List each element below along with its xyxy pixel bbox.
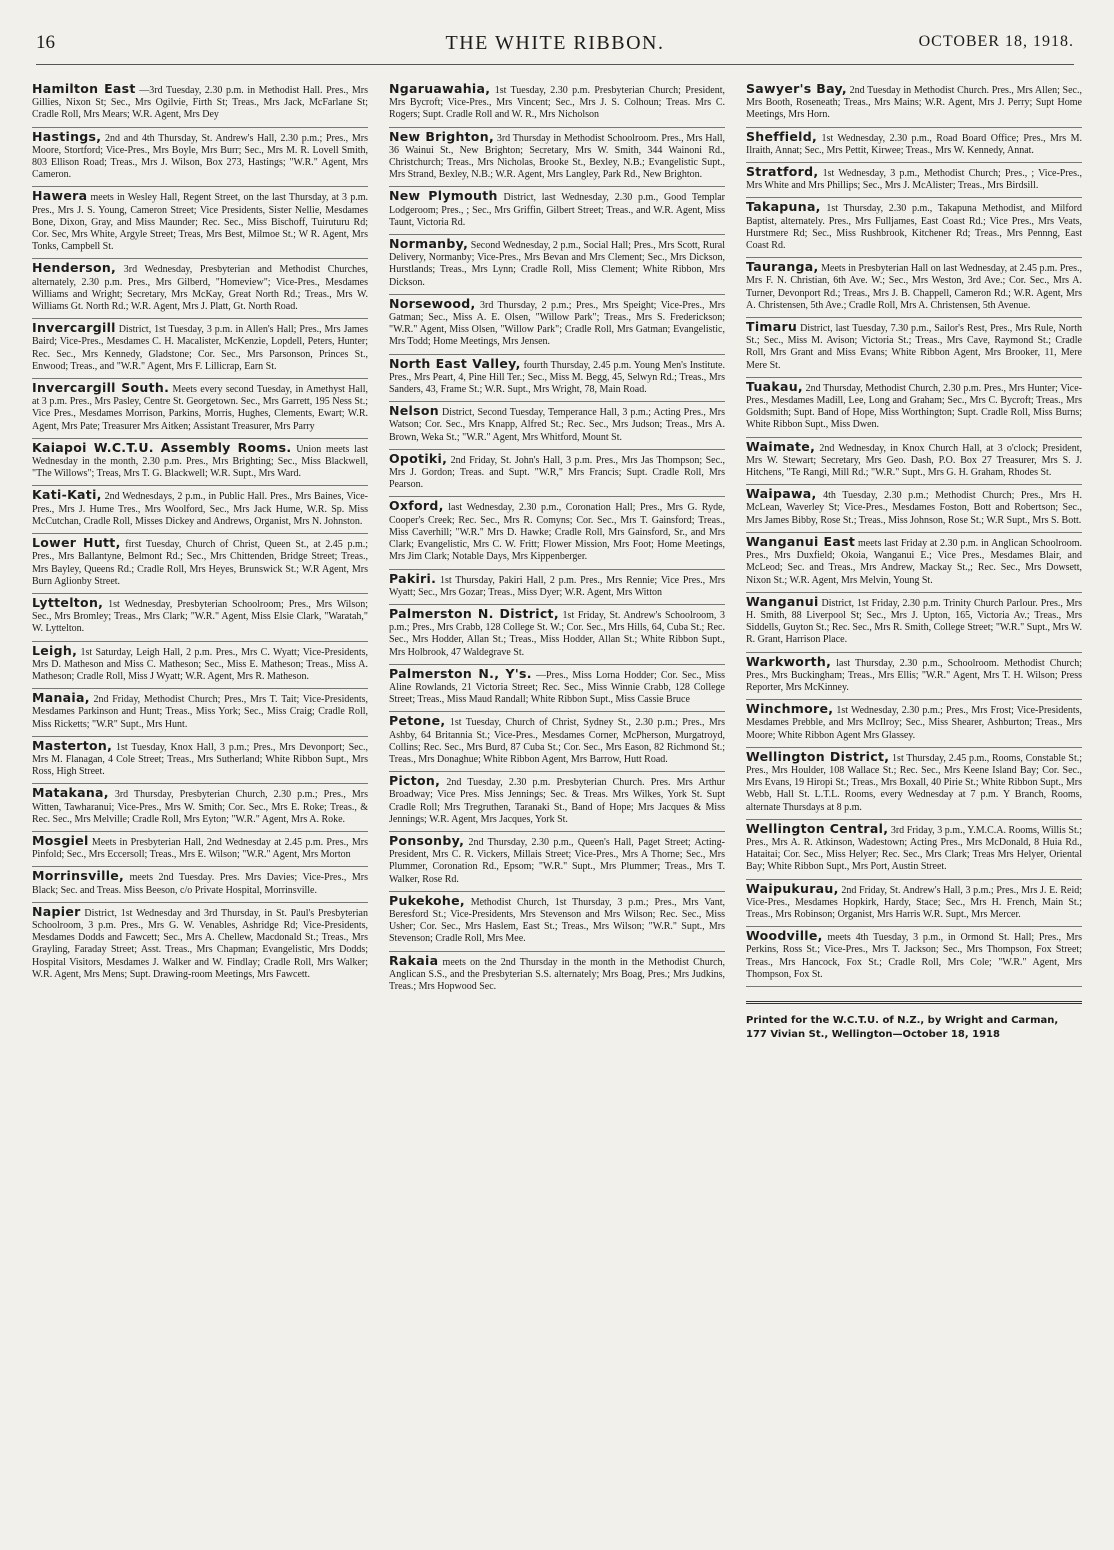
union-details: 1st Saturday, Leigh Hall, 2 p.m. Pres., Mrs C. Wyatt; Vice-Presidents, Mrs D. Matheson and Miss C. Matheson; Sec., Miss E. Matheson; Treas., Miss A. Matheson; Cradle Roll, Miss J Wyatt; W.R. Agent, Mrs R. Matheson. — [32, 646, 368, 682]
union-details: District, 1st Wednesday and 3rd Thursday, in St. Paul's Presbyterian Schoolroom, 3 p.m. Pres., Mrs G. W. Venables, Ashridge Rd; Vice-Presidents, Mesdames Dodds and Fawcett; Sec., Mrs A. Chellew, Macdonald St.; Treas., Mrs Grayling, Faraday Street; Asst. Treas., Mrs Chapman; Evangelistic, Mrs Dodds; Hospital Visitors, Mesdames J. Walker and W. Findlay; Cradle Roll, Mrs Walker; W.R. Agent, Mrs Mens; Supt. Drawing-room Meetings, Mrs Fawcett. — [32, 907, 368, 980]
union-name: Palmerston N., Y's. — [389, 665, 532, 681]
union-name: Nelson — [389, 403, 439, 419]
union-entry — [746, 700, 1082, 748]
union-entry — [32, 867, 368, 902]
union-details: 2nd Tuesday, 2.30 p.m. Presbyterian Church. Pres. Mrs Arthur Broadway; Vice Pres. Miss Jennings; Sec. & Treas. Mrs Wilkes, York St. Supt Cradle Roll; Mrs Tregruthen, Taranaki St., Band of Hope; Mrs Jacques & Miss Jennings; W.R. Agent, Mrs Jacques, York St. — [389, 777, 725, 825]
union-entry — [32, 80, 368, 128]
union-name: Picton, — [389, 773, 441, 789]
union-details: 2nd and 4th Thursday, St. Andrew's Hall, 2.30 p.m.; Pres., Mrs Moore, Stortford; Vice-Pres., Mrs Boyle, Mrs Burr; Sec., Mrs M. R. Lovell Smith, 803 Ellison Road; Treas., Mrs J. Wilson, Box 273, Hastings; "W.R." Agent, Mrs Cameron. — [32, 132, 368, 181]
union-details: Second Wednesday, 2 p.m., Social Hall; Pres., Mrs Scott, Rural Delivery, Normanby; Vice-Pres., Mrs Bevan and Mrs Clement; Sec., Mrs Dickson, Hurstlands; Treas., Mrs Lynn; Cradle Roll, Miss Clement; White Ribbon, Mrs Dickson. — [389, 240, 725, 288]
union-entry — [32, 903, 368, 986]
union-details: 2nd Wednesday, in Knox Church Hall, at 3 o'clock; President, Mrs W. Stewart; Secretary, Mrs Geo. Dash, P.O. Box 27 Treasurer, Mrs S. J. Hitchens, "Te Rangi, Mill Rd.; "W.R." Supt., Mrs G. H. Graham, Rhodes St. — [746, 442, 1082, 479]
union-entry — [746, 533, 1082, 593]
page-header — [36, 30, 1074, 65]
union-name: Invercargill South. — [32, 380, 170, 396]
union-name: Palmerston N. District, — [389, 605, 559, 621]
union-details: District, last Tuesday, 7.30 p.m., Sailor's Rest, Pres., Mrs Rule, North St.; Sec., Miss M. Avison; Victoria St.; Treas., Mrs Cave, Raymond St.; Cradle Roll, Mrs Grant and Miss Evans; White Ribbon Agent, Mrs Brooker, 11, Mere Mere St. — [746, 323, 1082, 371]
union-entry — [32, 832, 368, 867]
union-details: meets 4th Tuesday, 3 p.m., in Ormond St. Hall; Pres., Mrs Perkins, Ross St.; Vice-Pres., Mrs T. Jackson; Sec., Mrs Thompson, Fox Street; Treas., Mrs Hancock, Fox St.; Cradle Roll, Mrs Cole; "W.R." Agent, Mrs Thompson, Fox St. — [746, 932, 1082, 980]
newspaper-title: THE WHITE RIBBON. — [445, 32, 665, 54]
union-entry — [746, 258, 1082, 318]
union-name: Normanby, — [389, 236, 469, 252]
union-details: District, 1st Friday, 2.30 p.m. Trinity Church Parlour. Pres., Mrs H. Smith, 88 Liverpool St; Sec., Mrs J. Upton, 165, Victoria Av.; Treas., Mrs Siddells, Guyton St.; Rec. Sec., Mrs R. Smith, College Street; "W.R." Supt., Mrs W. R. Grant, Harrison Place. — [746, 597, 1082, 646]
union-entry — [389, 295, 725, 355]
union-entry — [746, 80, 1082, 128]
union-details: —Pres., Miss Lorna Hodder; Cor. Sec., Miss Aline Rowlands, 21 Victoria Street; Rec. Sec., Miss Winnie Crabb, 128 College Street; Treas., Miss Maud Randall; White Ribbon Supt., Miss Cassie Bruce — [389, 669, 725, 706]
union-name: Lyttelton, — [32, 594, 104, 610]
union-details: 2nd Friday, Methodist Church; Pres., Mrs T. Tait; Vice-Presidents, Mesdames Parkinson and Hunt; Treas., Miss York; Sec., Miss Craig; Cradle Roll, Miss Ricketts; "W.R" Supt., Mrs Hunt. — [32, 694, 368, 730]
union-entry — [32, 379, 368, 439]
union-entry — [746, 880, 1082, 928]
union-entry — [32, 737, 368, 785]
union-entry — [746, 378, 1082, 438]
union-name: Henderson, — [32, 260, 117, 276]
union-name: Oxford, — [389, 498, 444, 514]
union-details: 2nd Wednesdays, 2 p.m., in Public Hall. Pres., Mrs Baines, Vice-Pres., Mrs J. Hume Tres., Mrs Woolford, Sec., Mrs Jack Hume, W.R. Sp. Miss McCutchan, Cradle Roll, Misses Dickey and Andrews, Organist, Mrs N. Johnston. — [32, 491, 368, 527]
union-details: fourth Thursday, 2.45 p.m. Young Men's Institute. Pres., Mrs Peart, 4, Pine Hill Ter.; Sec., Miss M. Begg, 45, Selwyn Rd.; Treas., Mrs Sanders, 43, Frame St.; W.R. Supt., Mrs Wright, 78, Main Road. — [389, 359, 725, 396]
union-entry — [389, 952, 725, 999]
union-entry — [746, 198, 1082, 258]
union-name: Tuakau, — [746, 378, 803, 394]
union-entry — [389, 450, 725, 498]
union-details: 1st Tuesday, Church of Christ, Sydney St., 2.30 p.m.; Pres., Mrs Ashby, 64 Britannia St.; Vice-Pres., Mesdames Corner, McPherson, Murgatroyd, Collins; Rec. Sec., Mrs Burd, 87 Cuba St.; Cor. Sec., Mrs Eason, 82 Richmond St.; Treas., Mrs Donaghue; White Ribbon Agent, Mrs Barrow, Hutt Road. — [389, 717, 725, 765]
union-entry — [32, 259, 368, 319]
union-name: Ngaruawahia, — [389, 81, 491, 96]
union-details: 3rd Thursday, Presbyterian Church, 2.30 p.m.; Pres., Mrs Witten, Tawharanui; Vice-Pres., Mrs W. Smith; Cor. Sec., Mrs E. Roke; Treas., & Rec. Sec., Mrs Melville; Cradle Roll, Mrs Eyton; "W.R." Agent, Mrs A. Roke. — [32, 789, 368, 825]
union-entry — [746, 653, 1082, 701]
page-number: 16 — [36, 32, 55, 53]
union-details: last Thursday, 2.30 p.m., Schoolroom. Methodist Church; Pres., Mrs Buckingham; Treas., Mrs Ellis; "W.R." Agent, Mrs T. H. Wilson; Press Reporter, Mrs McKinney. — [746, 657, 1082, 693]
union-name: New Plymouth — [389, 188, 498, 204]
union-name: Pakiri. — [389, 570, 437, 586]
union-name: Winchmore, — [746, 701, 834, 717]
union-details: 1st Thursday, 2.30 p.m., Takapuna Methodist, and Milford Baptist, alternately. Pres., Mrs Fulljames, East Coast Rd.; Vice Pres., Mrs Veats, Hurstmere Rd; Sec., Miss Rushbrook, Kitchener Rd; Treas., Mrs Pennng, East Coast Rd. — [746, 203, 1082, 252]
union-name: Warkworth, — [746, 653, 832, 669]
directory-column-2 — [389, 80, 725, 1520]
union-entry — [32, 486, 368, 534]
union-entry — [389, 832, 725, 892]
issue-date: OCTOBER 18, 1918. — [918, 33, 1074, 50]
union-name: Waimate, — [746, 438, 816, 454]
union-details: meets last Friday at 2.30 p.m. in Anglican Schoolroom. Pres., Mrs Duxfield; Okoia, Wanganui E.; Vice Pres., Mesdames Blair, and McLeod; Sec. and Treas., Mrs Andrew, Mackay St.,; Rec. Sec., Mrs Dowsett, Nixon St.; W.R. Agent, Mrs Melvin, Young St. — [746, 537, 1082, 586]
union-details: Union meets last Wednesday in the month, 2.30 p.m. Pres., Mrs Brighting; Sec., Miss Blackwell, "The Willows"; Treas, Mrs T. G. Blackwell; W.R. Supt., Mrs Ward. — [32, 443, 368, 480]
union-name: Manaia, — [32, 690, 90, 706]
union-details: 3rd Friday, 3 p.m., Y.M.C.A. Rooms, Willis St.; Pres., Mrs A. R. Atkinson, Wadestown; Acting Pres., Mrs McDonald, 8 Huia Rd., Hataitai; Cor. Sec., Miss Helyer; Rec. Sec., Mrs Clark; Treas Mrs Helyer, Oriental Bay; White Ribbon Supt., Mrs Port, Austin Street. — [746, 824, 1082, 873]
union-details: meets 2nd Tuesday. Pres. Mrs Davies; Vice-Pres., Mrs Black; Sec. and Treas. Miss Beeson, c/o Private Hospital, Morrinsville. — [32, 872, 368, 896]
union-details: last Wednesday, 2.30 p.m., Coronation Hall; Pres., Mrs G. Ryde, Cooper's Creek; Rec. Sec., Mrs R. Comyns; Cor. Sec., Mrs T. Gainsford; Treas., Miss Caverhill; "W.R." Mrs D. Hawke; Cradle Roll, Mrs Gainsford, Sr., and Mrs Clark; Evangelistic, Mrs C. W. Fritt; Flower Mission, Mrs Foot; Home Meetings, Mrs Jim Clark; Notable Days, Mrs Kippenberger. — [389, 502, 725, 563]
union-entry — [746, 927, 1082, 987]
union-entry — [746, 748, 1082, 820]
directory-column-3 — [746, 80, 1082, 1520]
union-name: Matakana, — [32, 785, 109, 801]
union-name: New Brighton, — [389, 128, 495, 144]
union-entry — [746, 593, 1082, 653]
union-name: Woodville, — [746, 928, 823, 944]
union-entry — [32, 642, 368, 690]
union-entry — [746, 318, 1082, 378]
union-entry — [746, 820, 1082, 880]
union-entry — [389, 605, 725, 665]
union-name: Takapuna, — [746, 199, 821, 215]
union-entry — [389, 80, 725, 128]
union-name: Ponsonby, — [389, 832, 465, 848]
union-details: 2nd Friday, St. John's Hall, 3 p.m. Pres., Mrs Jas Thompson; Sec., Mrs J. Gordon; Treas. and Supt. "W.R," Mrs Francis; Supt. Cradle Roll, Mrs Pearson. — [389, 454, 725, 491]
union-name: Kati-Kati, — [32, 487, 102, 503]
union-details: 2nd Friday, St. Andrew's Hall, 3 p.m.; Pres., Mrs J. E. Reid; Vice-Pres., Mesdames Hopkirk, Hardy, Stace; Sec., Mrs H. French, Main St.; Treas., Mrs Robinson; Organist, Mrs Harris W.R. Supt., Mrs Mercer. — [746, 884, 1082, 920]
union-details: District, 1st Tuesday, 3 p.m. in Allen's Hall; Pres., Mrs James Baird; Vice-Pres., Mesdames C. H. Macalister, McKenzie, Lopdell, Peters, Hunter; Rec. Sec., Mrs Kennedy, Gladstone; Cor. Sec., Mrs Parsonson, Princes St., Enwood; Treas., and "W.R." Agent, Mrs F. Lillicrap, Earn St. — [32, 324, 368, 372]
union-name: Sheffield, — [746, 128, 817, 144]
union-details: Meets in Presbyterian Hall on last Wednesday, at 2.45 p.m. Pres., Mrs F. N. Christian, 6th Ave. W.; Sec., Mrs Weston, 3rd Ave.; Cor. Sec., Mrs A. Turner, Devonport Rd.; Treas., Mrs J. B. Chappell, Cameron Rd.; W.R. Agent, Mrs A. Christensen, 5th Ave.; Cradle Roll, Mrs A. Christensen, 5th Avenue. — [746, 263, 1082, 311]
union-name: Waipawa, — [746, 486, 817, 502]
union-details: 1st Wednesday, 2.30 p.m., Road Board Office; Pres., Mrs M. Ilraith, Annat; Sec., Mrs Pettit, Kirwee; Treas., Mrs W. Kennedy, Annat. — [746, 132, 1082, 156]
union-entry — [32, 187, 368, 259]
union-name: Leigh, — [32, 642, 78, 658]
union-details: 1st Tuesday, 2.30 p.m. Presbyterian Church; President, Mrs Bycroft; Vice-Pres., Mrs Vincent; Sec., Mrs J. S. Colhoun; Treas. Mrs C. Rogers; Supt. Cradle Roll and W. R., Mrs Nicholson — [389, 85, 725, 121]
union-details: Meets every second Tuesday, in Amethyst Hall, at 3 p.m. Pres., Mrs Pasley, Centre St. Georgetown. Sec., Mrs Garrett, 195 Ness St.; Vice Pres., Mesdames Morrison, Parkins, Morris, Hughes, Clements, Ewart; W.R. Agent, Mrs Pate; Treasurer Mrs Aitken; Assistant Treasurer, Mrs Parry — [32, 384, 368, 432]
printer-imprint: Printed for the W.C.T.U. of N.Z., by Wright and Carman, 177 Vivian St., Wellington—October 18, 1918 — [746, 1001, 1082, 1042]
union-entry — [389, 497, 725, 569]
union-details: 1st Wednesday, 2.30 p.m.; Pres., Mrs Frost; Vice-Presidents, Mesdames Prebble, and Mrs McIlroy; Sec., Miss Shearer, Ashburton; Treas., Mrs Moore; White Ribbon Agent Mrs Glassey. — [746, 705, 1082, 741]
union-details: 1st Wednesday, Presbyterian Schoolroom; Pres., Mrs Wilson; Sec., Mrs Bromley; Treas., Mrs Clark; "W.R." Agent, Miss Elsie Clark, "Waratah," W. Lyttelton. — [32, 598, 368, 635]
union-details: 2nd Tuesday in Methodist Church. Pres., Mrs Allen; Sec., Mrs Booth, Roseneath; Treas., Mrs Mains; W.R. Agent, Mrs J. Perry; Supt Home Meetings, Mrs Horn. — [746, 85, 1082, 121]
union-name: Invercargill — [32, 320, 116, 336]
union-details: 1st Friday, St. Andrew's Schoolroom, 3 p.m.; Pres., Mrs Crabb, 128 College St. W.; Cor. Sec., Mrs Hills, 64, Cuba St.; Rec. Sec., Mrs Hodder, Allan St.; Treas., Miss Hodder, Allan St.; White Ribbon Supt., Mrs Holbrook, 47 Waldegrave St. — [389, 609, 725, 658]
union-entry — [389, 235, 725, 295]
union-details: first Tuesday, Church of Christ, Queen St., at 2.45 p.m.; Pres., Mrs Ballantyne, Belmont Rd.; Sec., Mrs Chittenden, Bridge Street; Treas., Mrs Bayley, Queens Rd.; Cradle Roll, Mrs Heyes, Brunswick St.; W.R Agent, Mrs Burn Aglionby Street. — [32, 539, 368, 587]
union-name: Tauranga, — [746, 259, 819, 275]
union-name: Sawyer's Bay, — [746, 81, 847, 96]
union-details: 3rd Wednesday, Presbyterian and Methodist Churches, alternately, 2.30 p.m. Pres., Mrs Gilberd, "Homeview"; Vice-Pres., Mesdames Williams and Wright; Secretary, Mrs McKay, Great North Rd.; Treas., Mrs W. Williams Gt. North Rd.; W.R. Agent, Mrs J. Platt, Gt. North Road. — [32, 264, 368, 313]
union-details: —3rd Tuesday, 2.30 p.m. in Methodist Hall. Pres., Mrs Gillies, Nixon St; Sec., Mrs Ogilvie, Firth St; Treas., Mrs Jack, McFarlane St; Cradle Roll, Mrs Mears; W.R. Agent, Mrs Dey — [32, 85, 368, 121]
union-name: Napier — [32, 903, 81, 919]
union-entry — [389, 665, 725, 713]
union-entry — [746, 438, 1082, 486]
union-name: Petone, — [389, 713, 446, 729]
union-details: 2nd Thursday, Methodist Church, 2.30 p.m. Pres., Mrs Hunter; Vice-Pres., Mesdames Madill, Lee, Long and Graham; Sec., Mrs C. Bycroft; Treas., Mrs Goldsmith; Supt. Band of Hope, Miss Worthington; Supt. Cradle Roll, Miss Burns; White Ribbon Supt., Miss Dwen. — [746, 382, 1082, 431]
union-name: Mosgiel — [32, 832, 89, 848]
union-entry — [32, 534, 368, 594]
directory-columns — [32, 80, 1082, 1520]
union-details: 3rd Thursday in Methodist Schoolroom. Pres., Mrs Hall, 36 Wainui St., New Brighton; Secretary, Mrs W. Smith, 344 Wainoni Rd., Christchurch; Treas., Mrs Nicholas, Brooke St., Bexley, N.B.; Evangelistic Supt., Mrs Strand, Bexley, N.B.; W.R. Agent, Mrs Langley, Park Rd., New Brighton. — [389, 132, 725, 181]
union-entry — [389, 128, 725, 188]
union-entry — [389, 892, 725, 952]
union-name: Norsewood, — [389, 295, 476, 311]
union-details: 3rd Thursday, 2 p.m.; Pres., Mrs Speight; Vice-Pres., Mrs Gatman; Sec., Miss A. E. Olsen, "Willow Park"; Treas., Mrs S. Frederickson; "W.R." Agent, Miss Olsen, "Willow Park"; Cradle Roll, Mrs Gatman; Evangelistic, Mrs Todd; Home Meetings, Mrs Jensen. — [389, 299, 725, 348]
union-entry — [32, 439, 368, 487]
union-name: Wellington District, — [746, 748, 890, 764]
union-entry — [389, 772, 725, 832]
union-details: Methodist Church, 1st Thursday, 3 p.m.; Pres., Mrs Vant, Beresford St.; Vice-Presidents, Mrs Stevenson and Mrs Wilson; Rec. Sec., Miss Usher; Cor. Sec., Mrs Haslem, East St.; Treas., Mrs Wilson; "W.R." Supt., Mrs Stevenson; Cradle Roll, Mrs Mee. — [389, 896, 725, 945]
union-name: Masterton, — [32, 737, 113, 753]
union-entry — [32, 784, 368, 832]
union-details: meets on the 2nd Thursday in the month in the Methodist Church, Anglican S.S., and the Presbyterian S.S. alternately; Mrs Boag, Pres.; Mrs Judkins, Treas.; Mrs Hopwood Sec. — [389, 956, 725, 992]
union-name: North East Valley, — [389, 355, 521, 371]
union-details: 1st Thursday, Pakiri Hall, 2 p.m. Pres., Mrs Rennie; Vice Pres., Mrs Wyatt; Sec., Mrs Gozar; Treas., Miss Dyer; W.R. Agent, Mrs Witton — [389, 574, 725, 598]
union-name: Waipukurau, — [746, 880, 839, 896]
union-details: 2nd Thursday, 2.30 p.m., Queen's Hall, Paget Street; Acting-President, Mrs C. R. Vickers, Millais Street; Vice-Pres., Mrs A Thorne; Sec., Mrs Plummer, Coronation Rd., Epsom; "W.R." Supt., Mrs Plummer; Treas., Mrs T. Walker, Rose Rd. — [389, 836, 725, 885]
union-name: Hastings, — [32, 128, 102, 144]
union-details: meets in Wesley Hall, Regent Street, on the last Thursday, at 3 p.m. Pres., Mrs J. S. Young, Cameron Street; Vice Presidents, Sister Nellie, Mesdames Bone, Dixon, Gray, and Miss Maunder; Rec. Sec., Miss Bischoff, Tuiruturu Rd; Cor. Sec, Mrs White, Argyle Street; Treas, Mrs Best, Milmoe St.; W R. Agent, Mrs Tonks, Campbell St. — [32, 192, 368, 253]
union-details: District, Second Tuesday, Temperance Hall, 3 p.m.; Acting Pres., Mrs Watson; Cor. Sec., Mrs Knapp, Alfred St.; Rec. Sec., Mrs Judson; Treas., Mrs A. Brown, Weka St.; "W.R." Agent, Mrs Whitford, Mount St. — [389, 407, 725, 443]
union-name: Wanganui — [746, 593, 819, 609]
union-entry — [389, 570, 725, 605]
union-name: Rakaia — [389, 952, 439, 968]
union-details: 4th Tuesday, 2.30 p.m.; Methodist Church; Pres., Mrs H. McLean, Waverley St; Vice-Pres., Mesdames Foston, Bott and Robertson; Sec., Mrs James Bibby, Rose St.; Treas., Miss Johnson, Rose St.; W.R Supt., Mrs S. Bott. — [746, 490, 1082, 526]
union-name: Hamilton East — [32, 81, 136, 96]
union-name: Hawera — [32, 188, 88, 204]
union-entry — [32, 128, 368, 188]
union-details: 1st Thursday, 2.45 p.m., Rooms, Constable St.; Pres., Mrs Houlder, 108 Wallace St.; Rec. Sec., Mrs Keene Island Bay; Cor. Sec., Mrs Evans, 19 Hiropi St.; Treas., Mrs Boxall, 40 Pirie St.; White Ribbon Supt., Mrs Webb, Hall St. L.T.L. Rooms, every Wednesday at 7 p.m. Y Branch, Rooms, alternate Thursdays at 8 p.m. — [746, 752, 1082, 813]
union-entry — [389, 402, 725, 450]
union-entry — [746, 163, 1082, 198]
union-entry — [746, 485, 1082, 533]
union-details: 1st Wednesday, 3 p.m., Methodist Church; Pres., ; Vice-Pres., Mrs White and Mrs Phillips; Sec., Mrs J. McAlister; Treas., Mrs Birdsill. — [746, 168, 1082, 192]
union-name: Opotiki, — [389, 450, 448, 466]
union-entry — [389, 187, 725, 235]
union-details: 1st Tuesday, Knox Hall, 3 p.m.; Pres., Mrs Devonport; Sec., Mrs M. Flanagan, 4 Cole Street; Treas., Mrs Sutherland; White Ribbon Supt., Mrs Ross, High Street. — [32, 741, 368, 778]
union-entry — [32, 594, 368, 642]
union-details: Meets in Presbyterian Hall, 2nd Wednesday at 2.45 p.m. Pres., Mrs Pinfold; Sec., Mrs Eccersoll; Treas., Mrs E. Wilson; "W.R." Agent, Mrs Morton — [32, 836, 368, 861]
union-entry — [32, 689, 368, 737]
union-name: Kaiapoi W.C.T.U. Assembly Rooms. — [32, 439, 292, 455]
union-entry — [32, 319, 368, 379]
union-name: Timaru — [746, 319, 798, 335]
union-details: District, last Wednesday, 2.30 p.m., Good Templar Lodgeroom; Pres., ; Sec., Mrs Griffin, Gilbert Street; Treas., and W.R. Agent, Miss Taunt, Victoria Rd. — [389, 192, 725, 228]
union-name: Wellington Central, — [746, 820, 889, 836]
union-entry — [746, 128, 1082, 163]
directory-column-1 — [32, 80, 368, 1520]
union-name: Pukekohe, — [389, 892, 465, 908]
union-name: Stratford, — [746, 164, 819, 180]
union-entry — [389, 355, 725, 403]
union-entry — [389, 712, 725, 772]
union-name: Lower Hutt, — [32, 535, 121, 551]
union-name: Wanganui East — [746, 533, 856, 549]
union-name: Morrinsville, — [32, 868, 125, 884]
